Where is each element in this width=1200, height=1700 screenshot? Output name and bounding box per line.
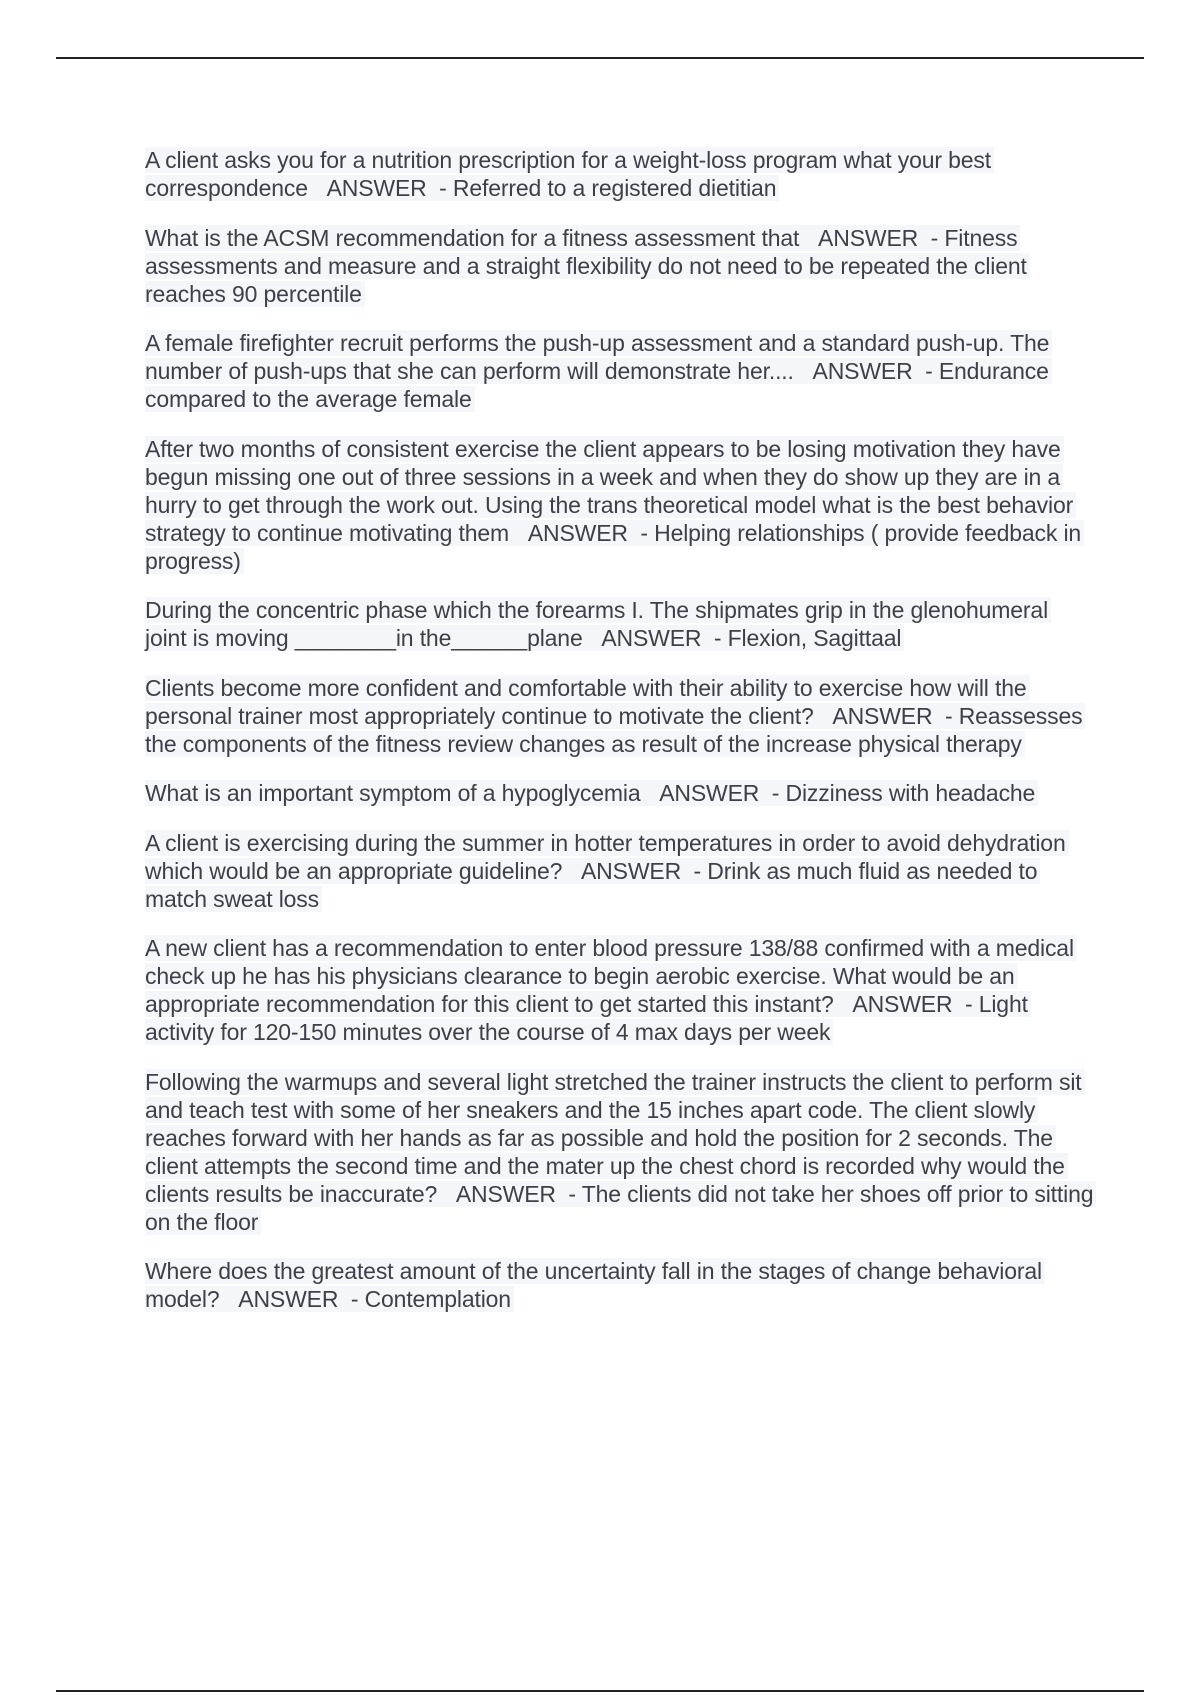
qa-item (145, 146, 1095, 202)
qa-item (145, 674, 1095, 758)
answer-label: ANSWER (832, 702, 933, 729)
question-text: Clients become more confident and comfortable with their ability to exercise how will the personal trainer most appropriately continue to motivate the client? (145, 674, 1027, 729)
qa-item (145, 1068, 1095, 1236)
question-text: What is an important symptom of a hypoglycemia (145, 780, 641, 806)
question-text: A client asks you for a nutrition prescription for a weight-loss program what your best correspondence (145, 147, 992, 201)
footer-rule (56, 1690, 1144, 1692)
qa-item (145, 224, 1095, 308)
question-text: Where does the greatest amount of the uncertainty fall in the stages of change behavioral model? (145, 1258, 1042, 1312)
answer-label: ANSWER (601, 625, 702, 651)
qa-item (145, 329, 1095, 413)
qa-item (145, 1257, 1095, 1313)
answer-text: - Drink as much fluid as needed to match sweat loss (145, 857, 1038, 912)
answer-text: - Light activity for 120-150 minutes over the course of 4 max days per week (145, 991, 1028, 1045)
question-text: A client is exercising during the summer in hotter temperatures in order to avoid dehydration which would be an appropriate guideline? (145, 829, 1066, 884)
answer-text: - The clients did not take her shoes off prior to sitting on the floor (145, 1180, 1094, 1235)
header-rule (56, 57, 1144, 59)
answer-text: - Contemplation (350, 1286, 511, 1312)
question-text: What is the ACSM recommendation for a fitness assessment that (145, 224, 800, 251)
answer-label: ANSWER (326, 175, 427, 201)
question-text: A female firefighter recruit performs the push-up assessment and a standard push-up. The number of push-ups that she can perform will demonstrate her.... (145, 330, 1050, 384)
answer-label: ANSWER (238, 1286, 339, 1312)
document-body (145, 146, 1095, 1335)
answer-label: ANSWER (659, 780, 760, 806)
answer-text: - Flexion, Sagittaal (713, 625, 902, 651)
answer-label: ANSWER (527, 519, 628, 546)
qa-item (145, 596, 1095, 652)
question-text: During the concentric phase which the forearms I. The shipmates grip in the glenohumeral joint is moving ________in the______plane (145, 597, 1049, 651)
answer-label: ANSWER (455, 1180, 556, 1207)
answer-text: - Reassesses the components of the fitness review changes as result of the increase physical therapy (145, 702, 1083, 757)
answer-label: ANSWER (818, 224, 919, 251)
answer-text: - Endurance compared to the average female (145, 358, 1049, 412)
qa-item (145, 934, 1095, 1046)
qa-item (145, 829, 1095, 913)
question-text: Following the warmups and several light stretched the trainer instructs the client to perform sit and teach test with some of her sneakers and the 15 inches apart code. The client slowly reaches forward with her hands as far as possible and hold the position for 2 seconds. The client attempts the second time and the mater up the chest chord is recorded why would the clients results be inaccurate? (145, 1068, 1082, 1207)
answer-label: ANSWER (580, 857, 682, 884)
answer-text: - Referred to a registered dietitian (439, 175, 777, 201)
answer-text: - Fitness assessments and measure and a straight flexibility do not need to be repeated the client reaches 90 percentile (145, 224, 1027, 307)
qa-item (145, 435, 1095, 575)
answer-label: ANSWER (812, 358, 913, 384)
question-text: A new client has a recommendation to enter blood pressure 138/88 confirmed with a medical check up he has his physicians clearance to begin aerobic exercise. What would be an appropriate recommendation for this client to get started this instant? (145, 935, 1074, 1017)
answer-text: - Dizziness with headache (771, 780, 1036, 806)
answer-text: - Helping relationships ( provide feedback in progress) (145, 519, 1082, 574)
answer-label: ANSWER (852, 991, 953, 1017)
qa-item (145, 779, 1095, 807)
question-text: After two months of consistent exercise the client appears to be losing motivation they have begun missing one out of three sessions in a week and when they do show up they are in a hurry to get through the work out. Using the trans theoretical model what is the best behavior strategy to continue motivating them (145, 435, 1074, 546)
